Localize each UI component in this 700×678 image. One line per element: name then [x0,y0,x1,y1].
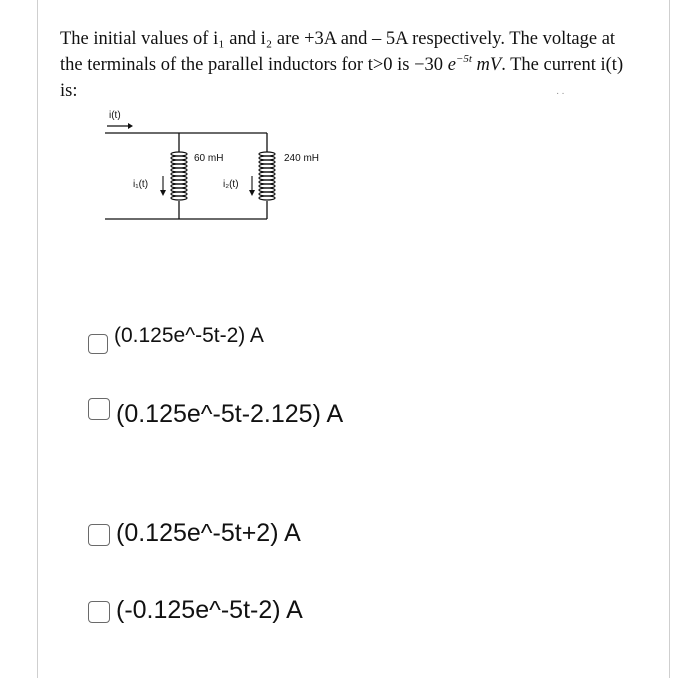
option-1-label[interactable]: (0.125e^-5t-2) A [114,324,264,347]
inductor-2-coil-icon [259,152,275,200]
question-line-3: is: [60,81,78,101]
current-arrow-icon [107,123,133,129]
exp-base: e [447,55,456,75]
circuit-wires [105,133,267,219]
option-2-label[interactable]: (0.125e^-5t-2.125) A [116,400,344,428]
option-3-checkbox[interactable] [88,524,110,546]
i2-arrow-icon [249,176,255,196]
question-line-2 [60,52,660,78]
current-label: i(t) [109,110,121,121]
question-text [60,26,660,104]
option-3-label[interactable]: (0.125e^-5t+2) A [116,519,301,547]
question-line-1: The initial values of i₁ and i₂ are +3A and – 5A respectively. The voltage at [60,29,616,49]
exp-power: −5t [455,53,472,65]
option-2[interactable] [88,392,408,437]
option-4[interactable] [88,592,303,628]
option-1[interactable] [88,323,264,354]
question-line-2-start: the terminals of the parallel inductors for t>0 is −30 [60,55,448,75]
i1-arrow-icon [160,176,166,196]
option-3[interactable] [88,515,301,551]
option-4-checkbox[interactable] [88,601,110,623]
option-4-label[interactable]: (-0.125e^-5t-2) A [116,596,303,624]
option-2-checkbox[interactable] [88,398,110,420]
option-1-checkbox[interactable] [88,334,108,354]
inductor-1-value: 60 mH [194,153,224,164]
circuit-diagram [95,106,355,226]
decorative-dots: ·· [556,88,567,99]
question-line-2-end: . The current i(t) [501,55,624,75]
i1-label: i₁(t) [133,179,149,190]
voltage-unit: mV [471,55,502,75]
inductor-1-coil-icon [171,152,187,200]
inductor-2-value: 240 mH [284,153,320,164]
i2-label: i₂(t) [223,179,239,190]
